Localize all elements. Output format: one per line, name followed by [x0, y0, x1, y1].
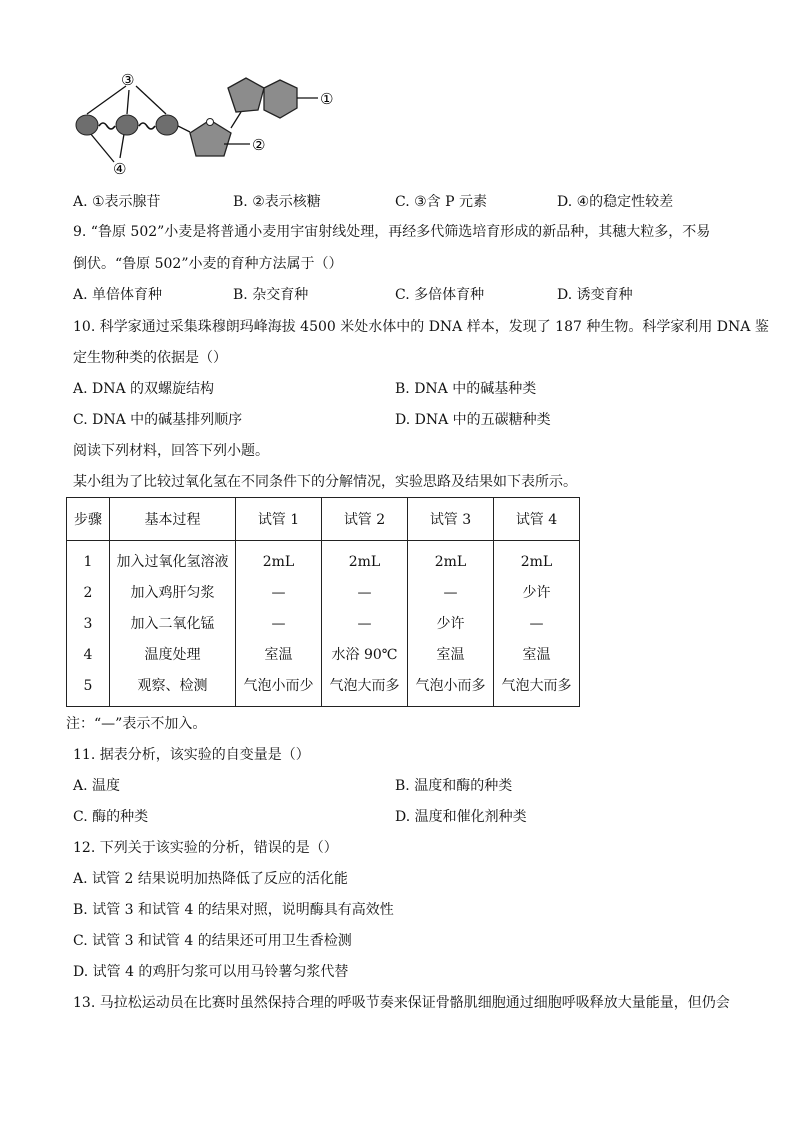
- table-cell: 2mL: [434, 554, 467, 570]
- phosphate-3: [156, 115, 178, 135]
- table-cell: 室温: [436, 647, 465, 663]
- q10-stem-line2: 定生物种类的依据是（）: [73, 350, 227, 366]
- table-cell: —: [443, 585, 458, 601]
- table-header-row: [67, 498, 580, 541]
- q8-option-b: B. ②表示核糖: [233, 194, 321, 210]
- table-cell: 2mL: [262, 554, 295, 570]
- q10-option-b: B. DNA 中的碱基种类: [395, 381, 537, 397]
- header-step: 步骤: [67, 498, 110, 541]
- q12-option-c: C. 试管 3 和试管 4 的结果还可用卫生香检测: [73, 933, 352, 949]
- header-process: 基本过程: [110, 498, 236, 541]
- q9-option-b: B. 杂交育种: [233, 287, 309, 303]
- table-cell: 观察、检测: [137, 678, 208, 694]
- atp-structure-diagram: [68, 70, 358, 180]
- adenine-pentagon: [228, 78, 264, 112]
- q9-option-a: A. 单倍体育种: [73, 287, 163, 303]
- table-cell: 温度处理: [144, 647, 201, 663]
- label-1: ①: [320, 90, 334, 108]
- table-cell: 5: [83, 678, 93, 694]
- table-cell: 2mL: [348, 554, 381, 570]
- table-cell: 少许: [436, 616, 465, 632]
- header-tube2: 试管 2: [322, 498, 408, 541]
- table-cell: 气泡大而多: [329, 678, 400, 694]
- table-cell: 加入二氧化锰: [130, 616, 215, 632]
- phosphate-2: [116, 115, 138, 135]
- table-cell: 3: [83, 616, 93, 632]
- q12-option-a: A. 试管 2 结果说明加热降低了反应的活化能: [73, 871, 348, 887]
- phosphate-1: [76, 115, 98, 135]
- table-cell: 气泡小而多: [415, 678, 486, 694]
- table-cell: 室温: [522, 647, 551, 663]
- experiment-table: [66, 497, 580, 707]
- q11-option-a: A. 温度: [73, 778, 121, 794]
- tube3-column: [408, 541, 494, 707]
- table-cell: —: [357, 616, 372, 632]
- table-cell: 1: [83, 554, 93, 570]
- q8-option-a: A. ①表示腺苷: [73, 194, 161, 210]
- q12-option-d: D. 试管 4 的鸡肝匀浆可以用马铃薯匀浆代替: [73, 964, 349, 980]
- table-body-row: [67, 541, 580, 707]
- q11-option-d: D. 温度和催化剂种类: [395, 809, 527, 825]
- table-note: 注：“—”表示不加入。: [66, 716, 207, 732]
- process-column: [110, 541, 236, 707]
- header-tube1: 试管 1: [236, 498, 322, 541]
- adenine-hexagon: [264, 80, 297, 118]
- tube4-column: [494, 541, 580, 707]
- table-cell: —: [529, 616, 544, 632]
- header-tube3: 试管 3: [408, 498, 494, 541]
- q10-option-c: C. DNA 中的碱基排列顺序: [73, 412, 243, 428]
- table-cell: 气泡大而多: [501, 678, 572, 694]
- q11-option-c: C. 酶的种类: [73, 809, 149, 825]
- step-column: [67, 541, 110, 707]
- label-2: ②: [252, 136, 266, 154]
- table-cell: 水浴 90℃: [331, 647, 398, 663]
- q12-option-b: B. 试管 3 和试管 4 的结果对照，说明酶具有高效性: [73, 902, 394, 918]
- table-cell: 2: [83, 585, 93, 601]
- q10-stem-line1: 10. 科学家通过采集珠穆朗玛峰海拔 4500 米处水体中的 DNA 样本，发现了 187 种生物。科学家利用 DNA 鉴: [73, 319, 769, 335]
- table-cell: 气泡小而少: [243, 678, 314, 694]
- label-3: ③: [121, 71, 135, 89]
- label-4: ④: [113, 160, 127, 178]
- q13-stem: 13. 马拉松运动员在比赛时虽然保持合理的呼吸节奏来保证骨骼肌细胞通过细胞呼吸释放大量能量，但仍会: [73, 995, 730, 1011]
- table-cell: 4: [83, 647, 93, 663]
- q11-stem: 11. 据表分析，该实验的自变量是（）: [73, 747, 310, 763]
- tube1-column: [236, 541, 322, 707]
- reading-instruction: 阅读下列材料，回答下列小题。: [73, 443, 269, 459]
- q9-option-c: C. 多倍体育种: [395, 287, 485, 303]
- q10-option-d: D. DNA 中的五碳糖种类: [395, 412, 551, 428]
- table-cell: —: [357, 585, 372, 601]
- table-cell: 加入过氧化氢溶液: [116, 554, 229, 570]
- q8-option-d: D. ④的稳定性较差: [557, 194, 674, 210]
- table-cell: 室温: [264, 647, 293, 663]
- table-cell: 少许: [522, 585, 551, 601]
- table-cell: —: [271, 585, 286, 601]
- experiment-description: 某小组为了比较过氧化氢在不同条件下的分解情况，实验思路及结果如下表所示。: [73, 474, 577, 490]
- q8-option-c: C. ③含 P 元素: [395, 194, 487, 210]
- tube2-column: [322, 541, 408, 707]
- oxygen-atom: [207, 119, 214, 126]
- q12-stem: 12. 下列关于该实验的分析，错误的是（）: [73, 840, 338, 856]
- q11-option-b: B. 温度和酶的种类: [395, 778, 513, 794]
- table-cell: 加入鸡肝匀浆: [130, 585, 215, 601]
- header-tube4: 试管 4: [494, 498, 580, 541]
- q9-stem-line1: 9. “鲁原 502”小麦是将普通小麦用宇宙射线处理，再经多代筛选培育形成的新品种，其穗大粒多，不易: [73, 224, 711, 240]
- q9-option-d: D. 诱变育种: [557, 287, 633, 303]
- table-cell: —: [271, 616, 286, 632]
- q9-stem-line2: 倒伏。“鲁原 502”小麦的育种方法属于（）: [73, 256, 343, 272]
- q10-option-a: A. DNA 的双螺旋结构: [73, 381, 215, 397]
- table-cell: 2mL: [520, 554, 553, 570]
